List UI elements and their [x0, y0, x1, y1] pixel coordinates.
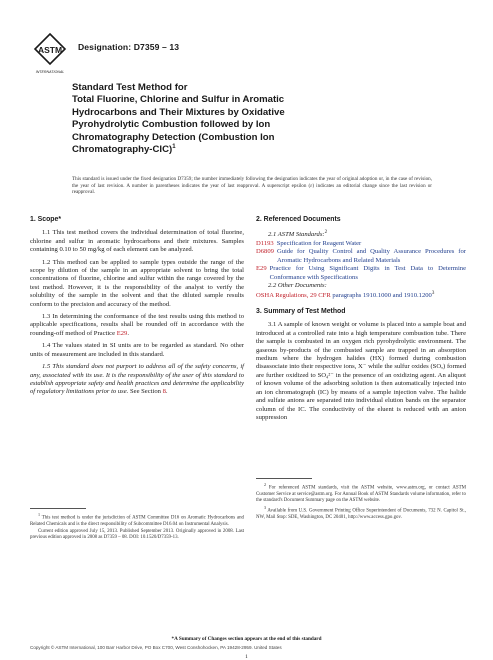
title-line: Pyrohydrolytic Combustion followed by Ion [72, 119, 271, 131]
footnote-3: $^3$ Available from U.S. Government Printing Office Superintendent of Documents, 732 N. Capitol St., NW, Mail Stop: SDE, Washington, DC 20401, http://www.access.gpo.gov. [256, 505, 466, 521]
reference-title[interactable]: paragraphs 1910.1000 and 1910.1200 [332, 292, 432, 300]
reference-code[interactable]: OSHA Regulations, 29 CFR [256, 292, 331, 300]
footnotes-right [256, 478, 466, 521]
footnote-1-edition: Current edition approved July 15, 2013. Published September 2013. Originally approved in 2008. Last previous edition approved in 2008 as D7359 – 08. DOI: 10.1520/D7359-13. [30, 529, 244, 541]
svg-text:ASTM: ASTM [37, 45, 63, 55]
reference-title[interactable]: Practice for Using Significant Digits in Test Data to Determine Conformance with Specifications [269, 265, 466, 281]
title-footnote-mark: 1 [172, 143, 176, 150]
paragraph-1-1: 1.1 This test method covers the individual determination of total fluorine, chlorine and sulfur in aromatic hydrocarbons and their mixtures. Samples containing 0.10 to 50 mg/kg of each element can be analyzed. [30, 229, 244, 254]
reference-item[interactable] [256, 248, 466, 265]
reference-title[interactable]: Specification for Reagent Water [276, 240, 362, 247]
designation: Designation: D7359 – 13 [78, 42, 180, 52]
paragraph-1-5: 1.5 This standard does not purport to address all of the safety concerns, if any, associated with its use. It is the responsibility of the user of this standard to establish appropriate safety and health practices and determine the applicability of regulatory limitations prior to use. See Section 8. [30, 363, 244, 396]
section-heading-references: 2. Referenced Documents [256, 216, 341, 223]
footnotes-left [30, 508, 244, 541]
reference-code[interactable]: E29 [256, 265, 267, 273]
reference-code[interactable]: D6809 [256, 248, 274, 256]
reference-title[interactable]: Guide for Quality Control and Quality Assurance Procedures for Aromatic Hydrocarbons and Related Materials [276, 248, 466, 264]
section-heading-summary: 3. Summary of Test Method [256, 308, 346, 316]
astm-logo-icon [32, 32, 68, 78]
paragraph-1-2: 1.2 This method can be applied to sample types outside the range of the scope by dilution of the sample in an appropriate solvent to bring the total concentrations of fluorine, chlorine and sulfur within the range covered by the test method. However, it is the responsibility of the analyst to verify the solubility of the sample in the solvent and that the diluted sample results conform to the precision and accuracy of the method. [30, 258, 244, 308]
paragraph-1-4: 1.4 The values stated in SI units are to be regarded as standard. No other units of measurement are included in this standard. [30, 342, 244, 358]
link-e29[interactable]: E29 [116, 329, 128, 337]
footnote-2: $^2$ For referenced ASTM standards, visit the ASTM website, www.astm.org, or contact ASTM Customer Service at service@astm.org. For Annual Book of ASTM Standards volume information, refer to the standard's Document Summary page on the ASTM website. [256, 482, 466, 504]
reference-code[interactable]: D1193 [256, 240, 274, 247]
paragraph-3-1: 3.1 A sample of known weight or volume is placed into a sample boat and introduced at a controlled rate into a high temperature combustion tube. There the sample is combusted in an oxygen rich pyrohydrolytic environment. The gaseous by-products of the combusted sample are trapped in an absorption medium where the hydrogen halides (HX) formed during combustion disassociate into their respective ions, X⁻ while the sulfur oxides (SOₓ) formed are further oxidized to SO₄²⁻ in the presence of an oxidizing agent. An aliquot of known volume of the adsorbing solution is then automatically injected into an ion chromatograph (IC) by means of a sample injection valve. The halide and sulfate anions are separated into individual elution bands on the separator column of the IC. The conductivity of the eluent is reduced with an anion suppression [256, 321, 466, 421]
link-section-8[interactable]: 8 [162, 388, 166, 396]
reference-osha: OSHA Regulations, 29 CFR paragraphs 1910.1000 and 1910.1200$^3$ [256, 291, 435, 300]
other-documents-label: 2.2 Other Documents: [268, 282, 327, 290]
footnote-rule [256, 478, 312, 479]
page-number: 1 [245, 654, 248, 660]
left-column [30, 216, 244, 541]
reference-list [256, 240, 466, 282]
copyright-line: Copyright © ASTM International, 100 Barr Harbor Drive, PO Box C700, West Conshohocken, PA 19428-2959. United States [30, 645, 282, 650]
summary-of-changes-note: *A Summary of Changes section appears at the end of this standard [171, 636, 322, 642]
document-title [72, 82, 372, 156]
footnote-1: $^1$ This test method is under the jurisdiction of ASTM Committee D16 on Aromatic Hydrocarbons and Related Chemicals and is the direct responsibility of Subcommittee D16.04 on Instrumental Analysis. [30, 512, 244, 527]
paragraph-1-3: 1.3 In determining the conformance of the test results using this method to applicable specifications, results shall be rounded off in accordance with the rounding-off method of Practice E29. [30, 313, 244, 337]
title-line: Total Fluorine, Chlorine and Sulfur in Aromatic [72, 94, 285, 106]
astm-standards-label: 2.1 ASTM Standards:$^2$ [268, 230, 328, 239]
reference-item[interactable] [256, 240, 466, 248]
svg-text:INTERNATIONAL: INTERNATIONAL [35, 70, 65, 74]
title-line: Hydrocarbons and Their Mixtures by Oxidative [72, 106, 285, 118]
title-line: Standard Test Method for [72, 82, 188, 93]
title-line: Chromatography-CIC)$^1$ [72, 143, 176, 156]
title-line: Chromatography Detection (Combustion Ion [72, 131, 275, 143]
footnote-rule [30, 508, 86, 509]
issuance-note: This standard is issued under the fixed designation D7359; the number immediately following the designation indicates the year of original adoption or, in the case of revision, the year of last revision. A number in parentheses indicates the year of last reapproval. A superscript epsilon (ε) indicates an editorial change since the last revision or reapproval. [72, 176, 432, 196]
right-column [256, 216, 466, 521]
reference-item[interactable] [256, 265, 466, 282]
section-heading-scope: 1. Scope* [30, 216, 62, 223]
